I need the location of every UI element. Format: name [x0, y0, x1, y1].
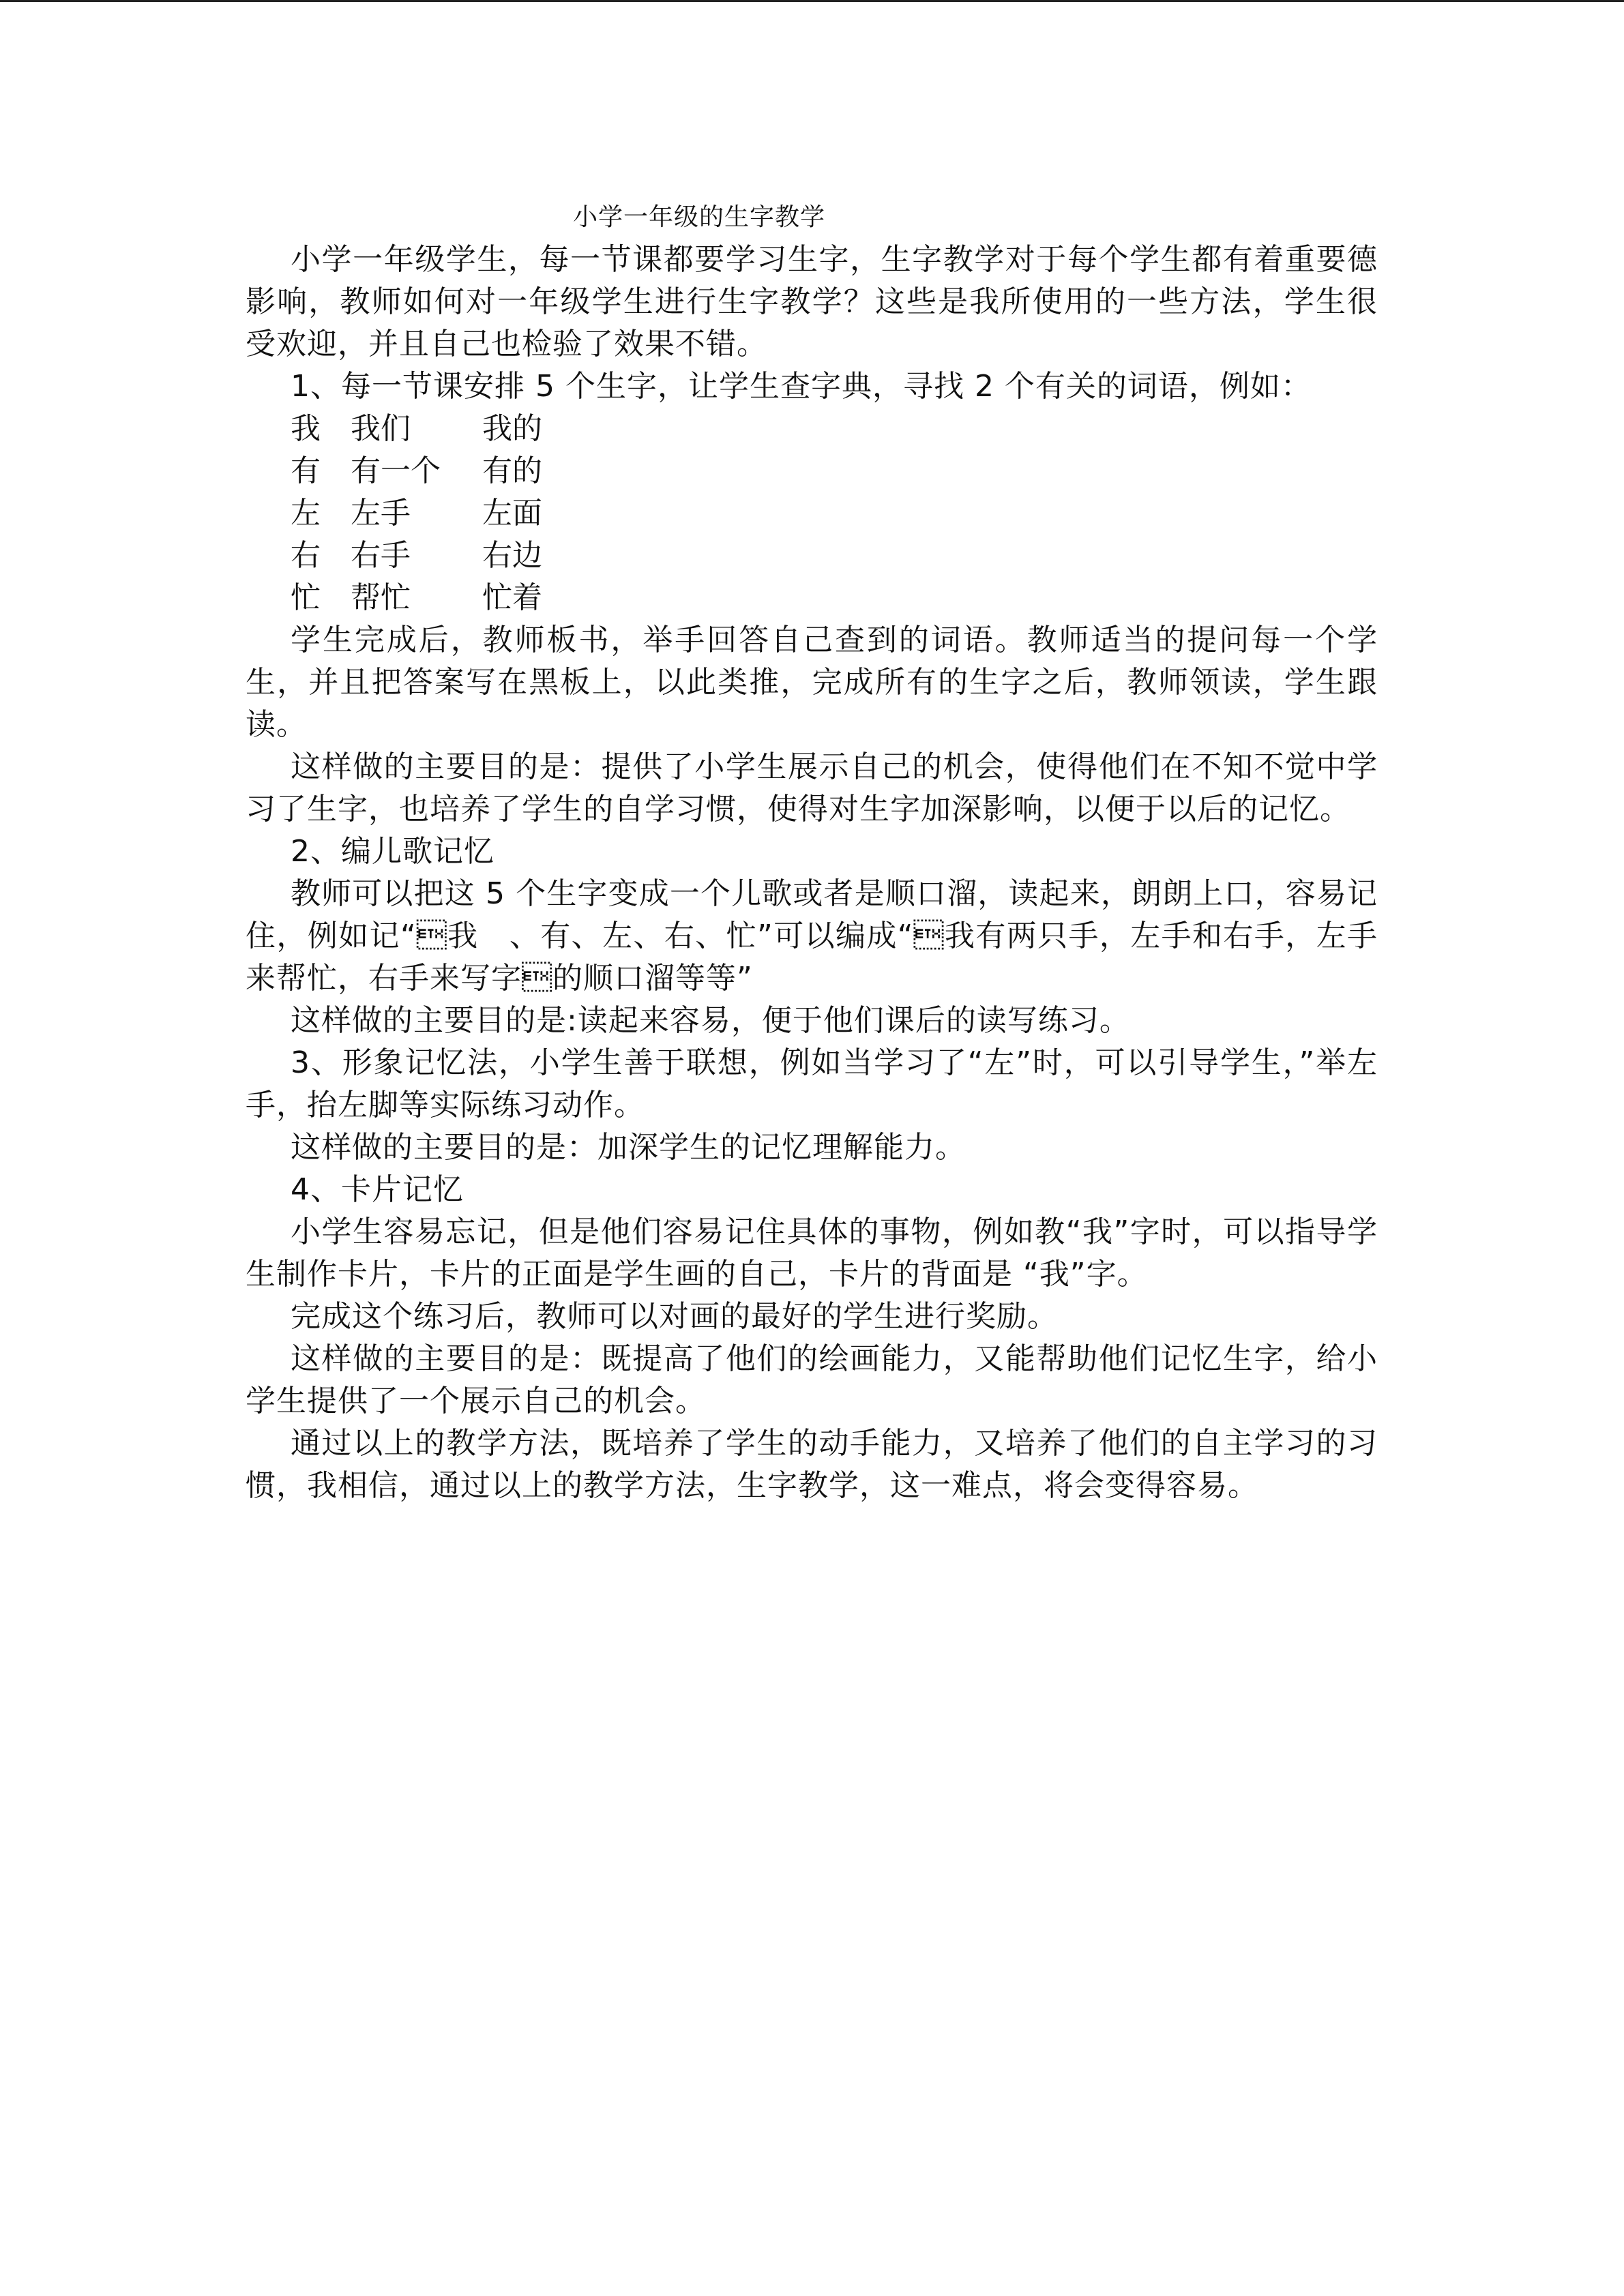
word-example-2: 忙着 [482, 580, 542, 615]
section-3-heading: 3、形象记忆法，小学生善于联想，例如当学习了“左”时，可以引导学生，”举左手，抬左脚等实际练习动作。 [246, 1045, 1378, 1122]
section-2-purpose: 这样做的主要目的是:读起来容易，便于他们课后的读写练习。 [291, 1003, 1130, 1038]
word-char: 右 [291, 538, 321, 573]
word-example-1: 有一个 [351, 453, 441, 488]
section-4-heading: 4、卡片记忆 [291, 1172, 464, 1207]
word-row [246, 492, 1378, 535]
word-example-2: 我的 [482, 411, 542, 446]
word-char: 左 [291, 496, 321, 531]
word-example-1: 右手 [351, 538, 411, 573]
word-example-1: 左手 [351, 496, 411, 531]
word-char: 我 [291, 411, 321, 446]
section-4-paragraph: 小学生容易忘记，但是他们容易记住具体的事物，例如教“我”字时，可以指导学生制作卡片，卡片的正面是学生画的自己，卡片的背面是 “我”字。 [246, 1214, 1378, 1292]
word-char: 忙 [291, 580, 321, 615]
document-title: 小学一年级的生字教学 [573, 203, 826, 231]
word-example-2: 左面 [482, 496, 542, 531]
word-example-1: 帮忙 [351, 580, 411, 615]
word-row [246, 577, 1378, 619]
section-1-purpose: 这样做的主要目的是：提供了小学生展示自己的机会，使得他们在不知不觉中学习了生字，也培养了学生的自学习惯，使得对生字加深影响，以便于以后的记忆。 [246, 749, 1378, 826]
section-2-heading: 2、编儿歌记忆 [291, 834, 494, 869]
intro-paragraph: 小学一年级学生，每一节课都要学习生字，生字教学对于每个学生都有着重要德影响，教师如何对一年级学生进行生字教学？这些是我所使用的一些方法，学生很受欢迎，并且自己也检验了效果不错。 [246, 242, 1378, 361]
section-2-paragraph: 教师可以把这 5 个生字变成一个儿歌或者是顺口溜，读起来，朗朗上口，容易记住，例如记“我 、有、左、右、忙”可以编成“我有两只手，左手和右手，左手来帮忙，右手来写字的顺口溜等等” [246, 876, 1378, 996]
word-example-1: 我们 [351, 411, 411, 446]
word-example-2: 右边 [482, 538, 542, 573]
section-1-paragraph: 学生完成后，教师板书，举手回答自己查到的词语。教师适当的提问每一个学生，并且把答案写在黑板上，以此类推，完成所有的生字之后，教师领读，学生跟读。 [246, 623, 1378, 742]
page-top-border [0, 0, 1624, 2]
section-4-reward: 完成这个练习后，教师可以对画的最好的学生进行奖励。 [291, 1299, 1058, 1334]
word-row [246, 408, 1378, 450]
section-4-purpose: 这样做的主要目的是：既提高了他们的绘画能力，又能帮助他们记忆生字，给小学生提供了一个展示自己的机会。 [246, 1341, 1378, 1418]
word-row [246, 450, 1378, 492]
conclusion-paragraph: 通过以上的教学方法，既培养了学生的动手能力，又培养了他们的自主学习的习惯，我相信，通过以上的教学方法，生字教学，这一难点，将会变得容易。 [246, 1426, 1378, 1503]
word-char: 有 [291, 453, 321, 488]
word-example-2: 有的 [482, 453, 542, 488]
word-row [246, 535, 1378, 577]
word-list [246, 408, 1378, 619]
section-3-purpose: 这样做的主要目的是：加深学生的记忆理解能力。 [291, 1130, 966, 1165]
section-1-heading: 1、每一节课安排 5 个生字，让学生查字典，寻找 2 个有关的词语，例如： [291, 369, 1312, 404]
document-body [246, 196, 1378, 1507]
